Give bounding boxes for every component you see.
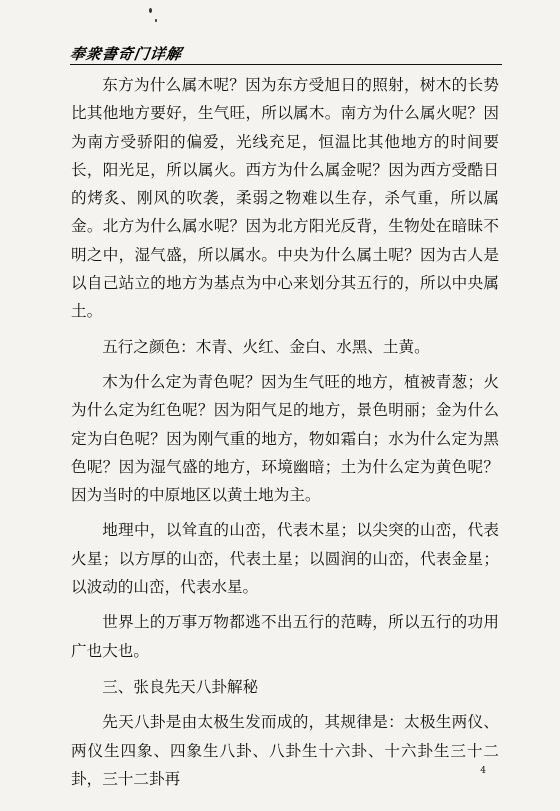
paragraph-directions: 东方为什么属木呢？因为东方受旭日的照射，树木的长势比其他地方要好，生气旺，所以属木。南方为什么属火呢？因为南方受骄阳的偏爱，光线充足，恒温比其他地方的时间要长，阳光足，所以属火。西方为什么属金呢？因为西方受酷日的烤炙、刚风的吹袭，柔弱之物难以生存，杀气重，所以属金。北方为什么属水呢？因为北方阳光反背，生物处在暗昧不明之中，湿气盛，所以属水。中央为什么属土呢？因为古人是以自己站立的地方为基点为中心来划分其五行的，所以中央属土。 bbox=[71, 76, 499, 321]
paragraph-colors-explained: 木为什么定为青色呢？因为生气旺的地方，植被青葱；火为什么定为红色呢？因为阳气足的地方，景色明丽；金为什么定为白色呢？因为刚气重的地方，物如霜白；水为什么定为黑色呢？因为湿气盛的地方，环境幽暗；土为什么定为黄色呢？因为当时的中原地区以黄土地为主。 bbox=[71, 372, 499, 505]
section-heading: 三、张良先天八卦解秘 bbox=[102, 677, 259, 696]
paragraph-summary: 世界上的万事万物都逃不出五行的范畴，所以五行的功用广也大也。 bbox=[71, 613, 499, 660]
paragraph-bagua: 先天八卦是由太极生发而成的，其规律是：太极生两仪、两仪生四象、四象生八卦、八卦生十六卦、十六卦生三十二卦，三十二卦再 bbox=[71, 713, 499, 788]
running-header: 奉衆書奇门详解 bbox=[68, 45, 184, 63]
page-number: 4 bbox=[480, 766, 486, 776]
paragraph-mountains: 地理中，以耸直的山峦，代表木星；以尖突的山峦，代表火星；以方厚的山峦，代表土星；以圆润的山峦，代表金星；以波动的山峦，代表水星。 bbox=[71, 521, 499, 597]
scan-speck bbox=[155, 19, 157, 22]
scan-speck bbox=[149, 8, 152, 13]
body-text bbox=[71, 71, 499, 793]
header-rule bbox=[70, 64, 502, 65]
paragraph-colors-list: 五行之颜色：木青、火红、金白、水黑、土黄。 bbox=[102, 337, 430, 356]
